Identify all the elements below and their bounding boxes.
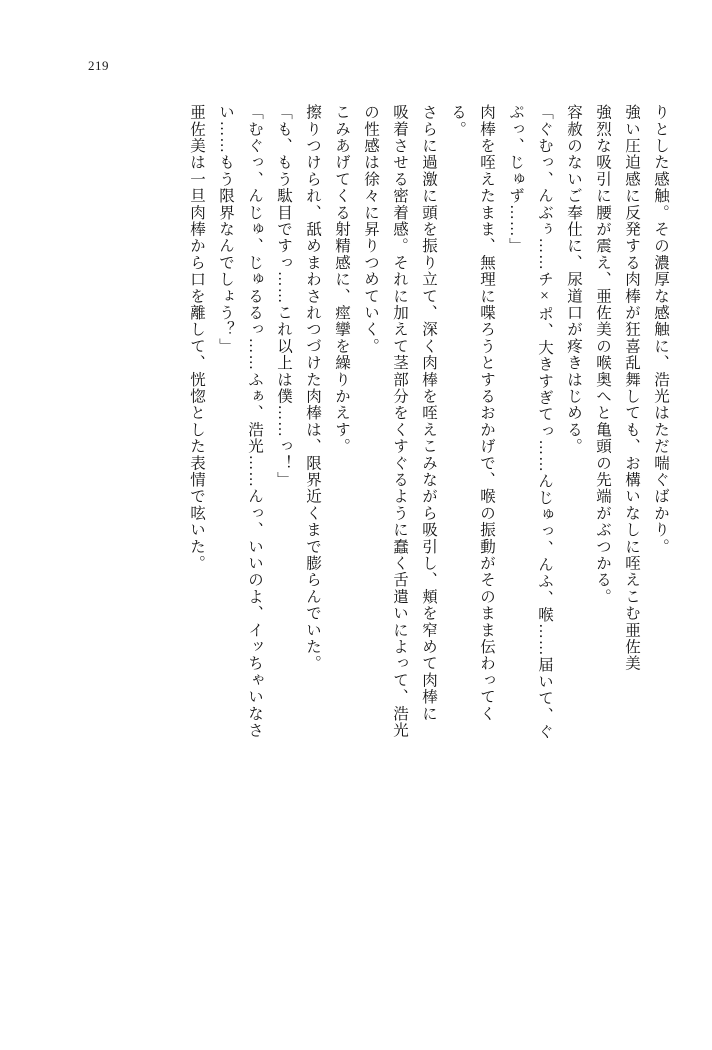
text-line: 強い圧迫感に反発する肉棒が狂喜乱舞しても、お構いなしに咥えこむ亜佐美 bbox=[623, 104, 640, 672]
text-line: 容赦のないご奉仕に、尿道口が疼きはじめる。 bbox=[565, 104, 582, 455]
text-line: 亜佐美は一旦肉棒から口を離して、恍惚とした表情で呟いた。 bbox=[188, 104, 205, 572]
text-line: 「ぐむっ、んぶぅ……チ×ポ、大きすぎてっ……んじゅっ、んふ、喉……届いて、ぐ bbox=[536, 104, 553, 741]
text-line: 擦りつけられ、舐めまわされつづけた肉棒は、限界近くまで膨らんでいた。 bbox=[304, 104, 321, 672]
text-line: る。 bbox=[449, 104, 466, 138]
page-number: 219 bbox=[88, 58, 109, 73]
text-line: こみあげてくる射精感に、痙攣を繰りかえす。 bbox=[333, 104, 350, 455]
text-line: 「も、もう駄目ですっ……これ以上は僕……っ！」 bbox=[275, 104, 292, 489]
text-line: の性感は徐々に昇りつめていく。 bbox=[362, 104, 379, 355]
text-line: ぷっ、じゅず……」 bbox=[507, 104, 524, 255]
text-line: 吸着させる密着感。それに加えて茎部分をくすぐるように蠢く舌遣いによって、浩光 bbox=[391, 104, 408, 739]
text-line: りとした感触。その濃厚な感触に、浩光はただ喘ぐばかり。 bbox=[652, 104, 669, 555]
vertical-body-text bbox=[52, 104, 668, 774]
text-line: 肉棒を咥えたまま、無理に喋ろうとするおかげで、喉の振動がそのまま伝わってく bbox=[478, 104, 495, 722]
text-line: 強烈な吸引に腰が震え、亜佐美の喉奥へと亀頭の先端がぶつかる。 bbox=[594, 104, 611, 605]
text-line: さらに過激に頭を振り立て、深く肉棒を咥えこみながら吸引し、頬を窄めて肉棒に bbox=[420, 104, 437, 722]
text-line: 「むぐっ、んじゅ、じゅるるっ……ふぁ、浩光……んっ、いいのよ、イッちゃいなさ bbox=[246, 104, 263, 739]
text-line: い……もう限界なんでしょう？」 bbox=[217, 104, 234, 355]
